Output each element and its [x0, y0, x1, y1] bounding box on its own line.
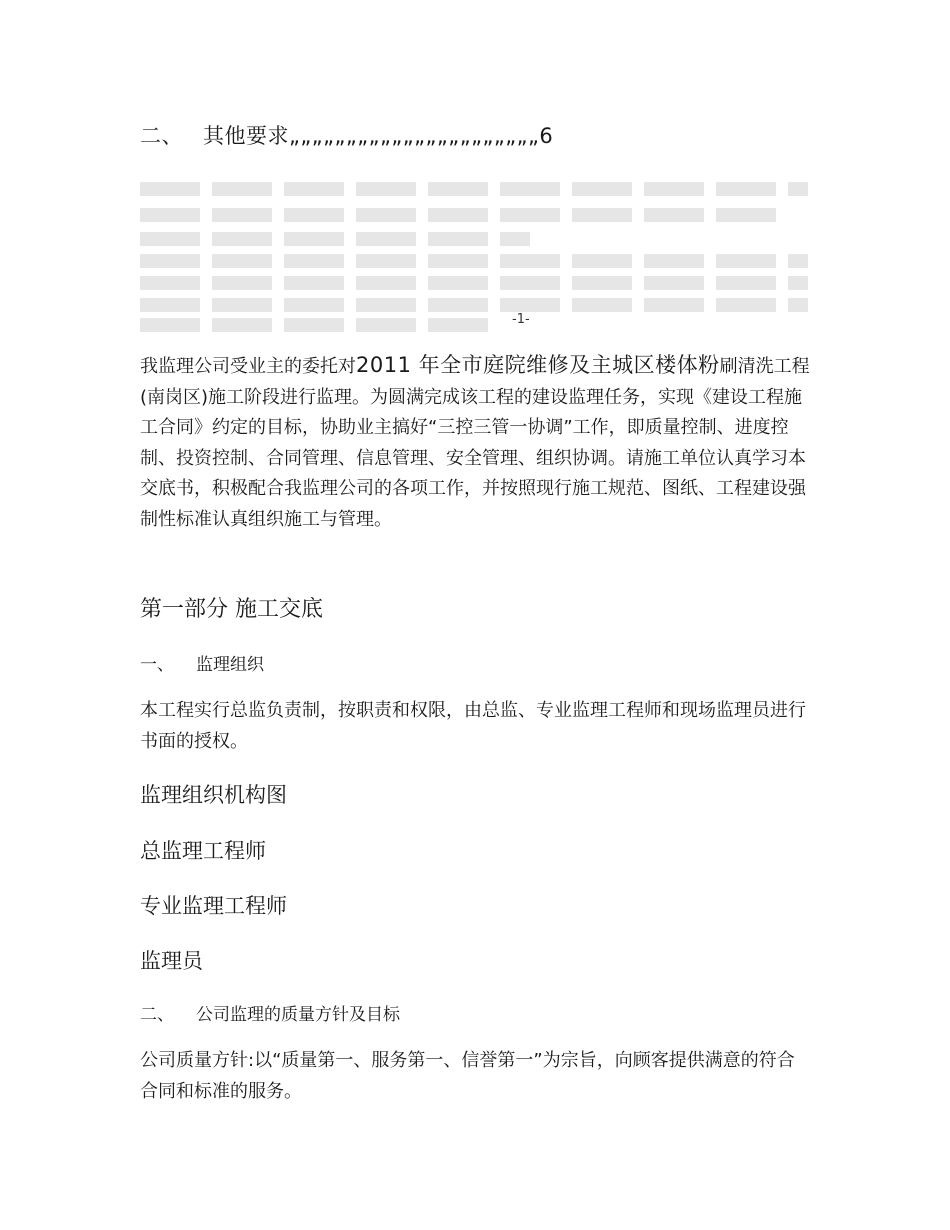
section-number: 二、	[140, 1005, 174, 1025]
intro-paragraph	[140, 350, 820, 535]
faint-line	[140, 254, 808, 268]
intro-rest: 刷清洗工程(南岗区)施工阶段进行监理。为圆满完成该工程的建设监理任务，实现《建设工程施工合同》约定的目标，协助业主搞好“三控三管一协调”工作，即质量控制、进度控制、投资控制、合同管理、信息管理、安全管理、组织协调。请施工单位认真学习本交底书，积极配合我监理公司的各项工作，并按照现行施工规范、图纸、工程建设强制性标准认真组织施工与管理。	[140, 356, 810, 530]
intro-project-title: 2011 年全市庭院维修及主城区楼体粉	[356, 353, 720, 377]
org-level-supervisor: 监理员	[140, 949, 203, 973]
faint-line	[140, 318, 490, 332]
section-heading	[140, 1000, 400, 1025]
toc-entry-number: 二、	[140, 124, 183, 148]
faint-line	[140, 276, 808, 290]
faint-line	[140, 208, 780, 222]
org-level-chief: 总监理工程师	[140, 839, 266, 863]
intro-lead: 我监理公司受业主的委托对	[140, 356, 356, 377]
faint-line	[140, 182, 808, 196]
faint-line	[140, 298, 808, 312]
toc-entry-page: 6	[539, 124, 554, 148]
org-chart-title: 监理组织机构图	[140, 783, 287, 807]
faint-line	[140, 232, 530, 246]
section-title: 公司监理的质量方针及目标	[196, 1005, 400, 1025]
org-level-specialist: 专业监理工程师	[140, 894, 287, 918]
section-number: 一、	[140, 655, 174, 675]
section-title: 监理组织	[196, 655, 264, 675]
section-body: 公司质量方针:以“质量第一、服务第一、信誉第一”为宗旨，向顾客提供满意的符合合同和标准的服务。	[140, 1050, 795, 1102]
section-body: 本工程实行总监负责制，按职责和权限，由总监、专业监理工程师和现场监理员进行书面的授权。	[140, 700, 806, 752]
toc-entry[interactable]	[140, 120, 553, 150]
toc-entry-leaders: „„„„„„„„„„„„„„„„„„„„„„	[289, 124, 540, 148]
page-number: -1-	[512, 312, 530, 327]
part-heading: 第一部分 施工交底	[140, 597, 323, 622]
section-heading	[140, 650, 264, 675]
toc-entry-title: 其他要求	[203, 124, 289, 148]
